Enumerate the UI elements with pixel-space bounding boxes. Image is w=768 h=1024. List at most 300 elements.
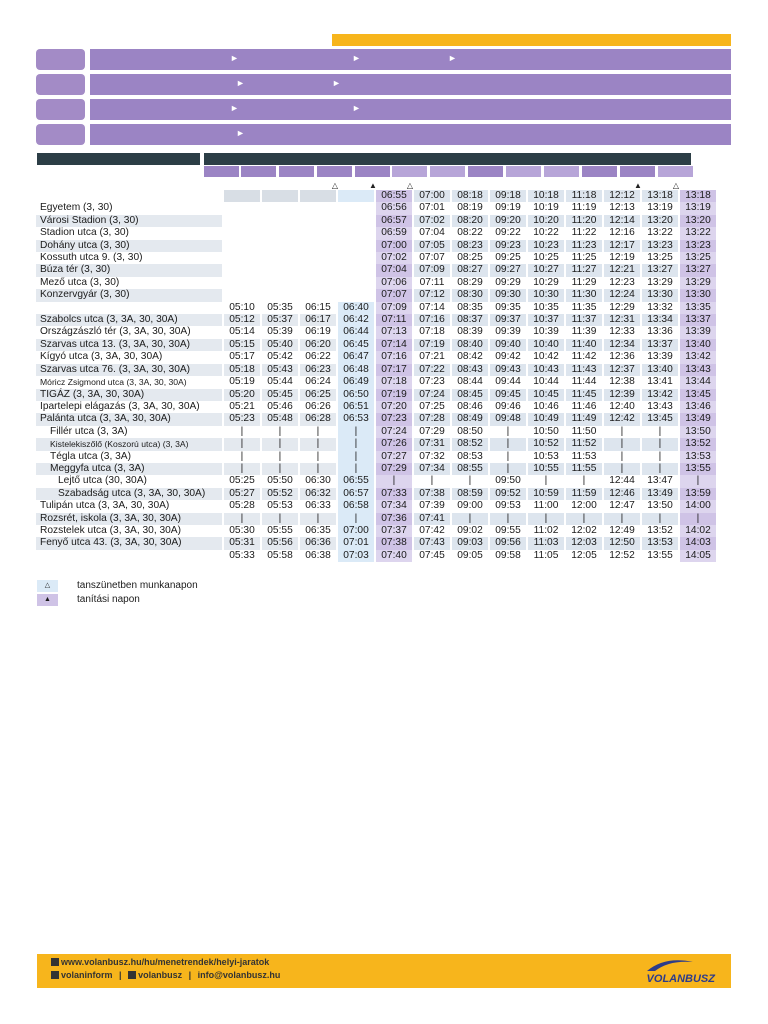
route-path-bar (90, 74, 731, 95)
departure-time: 12:39 (604, 389, 640, 401)
departure-time: | (642, 513, 678, 525)
departure-time: 06:51 (338, 401, 374, 413)
departure-time: 12:44 (609, 475, 635, 487)
departure-time: 05:19 (229, 376, 255, 388)
departure-time: 10:43 (528, 364, 564, 376)
departure-time: 13:19 (680, 202, 716, 214)
departure-time: 13:37 (680, 314, 716, 326)
departure-time: 07:02 (414, 215, 450, 227)
column-header-cell (317, 166, 352, 177)
departure-time: | (528, 513, 564, 525)
departure-time: 09:20 (490, 215, 526, 227)
departure-time: 13:50 (647, 500, 673, 512)
departure-time: 11:30 (566, 289, 602, 301)
departure-time: 13:45 (680, 389, 716, 401)
departure-time: 07:45 (419, 549, 445, 561)
departure-time: 11:45 (566, 389, 602, 401)
departure-time: 07:25 (419, 400, 445, 412)
departure-time: 06:47 (338, 351, 374, 363)
departure-time: 10:42 (533, 351, 559, 363)
departure-time: 13:34 (642, 314, 678, 326)
departure-time: | (490, 463, 526, 475)
departure-time: 09:50 (495, 475, 521, 487)
departure-time: 10:27 (528, 264, 564, 276)
route-path-bar (90, 124, 731, 145)
column-header-cell (582, 166, 617, 177)
departure-time: 09:56 (490, 537, 526, 549)
departure-time: 05:55 (267, 524, 293, 536)
logo-text: VOLANBUSZ (646, 973, 715, 985)
table-row (36, 550, 716, 562)
departure-time: 10:44 (533, 376, 559, 388)
departure-time: 05:50 (267, 475, 293, 487)
departure-time: 13:46 (680, 401, 716, 413)
departure-time: 13:25 (647, 252, 673, 264)
departure-time: 09:35 (495, 301, 521, 313)
departure-time: 05:37 (262, 314, 298, 326)
column-header-cell (506, 166, 541, 177)
departure-time: | (468, 475, 472, 487)
departure-time: 08:35 (457, 301, 483, 313)
footer-line-1 (51, 957, 269, 967)
departure-time: 11:27 (566, 264, 602, 276)
stop-name: Egyetem (3, 30) (40, 202, 113, 214)
departure-time: 09:40 (490, 339, 526, 351)
route-path-bar (90, 99, 731, 120)
departure-time: 13:52 (647, 524, 673, 536)
departure-time: 06:57 (376, 215, 412, 227)
departure-time: 06:26 (305, 400, 331, 412)
departure-time: 07:09 (414, 264, 450, 276)
departure-time (224, 202, 260, 214)
departure-time: 09:43 (490, 364, 526, 376)
departure-time: 08:59 (452, 488, 488, 500)
stop-name: Rozsrét, iskola (3, 3A, 30, 30A) (36, 513, 222, 525)
column-header-cell (430, 166, 465, 177)
separator: | (188, 970, 192, 980)
departure-time: 07:12 (414, 289, 450, 301)
departure-time: | (544, 475, 548, 487)
stop-name: Szabadság utca (3, 3A, 30, 30A) (36, 488, 222, 500)
departure-time: 07:38 (376, 537, 412, 549)
stop-name: Szarvas utca 76. (3, 3A, 30, 30A) (36, 364, 222, 376)
departure-time: 08:43 (452, 364, 488, 376)
departure-time: 13:29 (647, 276, 673, 288)
route-bar-4 (36, 124, 731, 145)
departure-time: 07:04 (376, 264, 412, 276)
departure-time: 08:52 (452, 438, 488, 450)
departure-time: 13:25 (680, 252, 716, 264)
departure-time: 12:37 (604, 364, 640, 376)
column-header-cell (279, 166, 314, 177)
departure-time: 08:37 (452, 314, 488, 326)
departure-time: 07:27 (376, 451, 412, 463)
departure-time: 05:30 (229, 524, 255, 536)
departure-time: 07:07 (419, 252, 445, 264)
departure-time: 13:39 (680, 326, 716, 338)
stop-name: Városi Stadion (3, 30) (36, 215, 222, 227)
departure-time: 13:55 (647, 549, 673, 561)
departure-time (338, 190, 374, 202)
column-header-cell (544, 166, 579, 177)
departure-time: 10:52 (528, 438, 564, 450)
departure-time: 09:52 (490, 488, 526, 500)
social-link-volanbusz[interactable]: volanbusz (138, 970, 183, 980)
departure-time: | (338, 438, 374, 450)
departure-time: 07:42 (419, 524, 445, 536)
departure-time: 13:22 (647, 227, 673, 239)
departure-time: | (680, 513, 716, 525)
table-row (36, 302, 716, 314)
departure-time: 07:03 (338, 550, 374, 562)
departure-time: 13:23 (642, 240, 678, 252)
departure-time (300, 252, 336, 264)
departure-time: | (506, 450, 510, 462)
stop-name: Szarvas utca 13. (3, 3A, 30, 30A) (36, 339, 222, 351)
departure-time: | (262, 438, 298, 450)
departure-time: | (338, 513, 374, 525)
departure-time: 05:48 (262, 413, 298, 425)
departure-time: 07:01 (338, 537, 374, 549)
column-header-cell (241, 166, 276, 177)
stop-name (36, 550, 222, 562)
departure-time: 13:30 (642, 289, 678, 301)
departure-time: | (620, 450, 624, 462)
footer-line-2 (51, 970, 280, 980)
website-link[interactable]: www.volanbusz.hu/hu/menetrendek/helyi-jaratok (61, 957, 270, 967)
departure-time: 10:19 (533, 202, 559, 214)
departure-time: | (300, 438, 336, 450)
departure-time: 14:03 (680, 537, 716, 549)
departure-time: | (262, 463, 298, 475)
departure-time: 11:03 (528, 537, 564, 549)
departure-time: 08:50 (457, 425, 483, 437)
departure-time: | (240, 450, 244, 462)
route-arrow-icon: ► (332, 78, 341, 88)
departure-time: 13:53 (642, 537, 678, 549)
departure-time (338, 252, 374, 264)
departure-time: 13:44 (680, 376, 716, 388)
column-header-cell (658, 166, 693, 177)
stop-name: Stadion utca (3, 30) (40, 227, 129, 239)
departure-time: 08:25 (457, 252, 483, 264)
departure-time: 08:49 (452, 413, 488, 425)
departure-time: 07:43 (414, 537, 450, 549)
departure-time (262, 289, 298, 301)
departure-time: 12:38 (609, 376, 635, 388)
departure-time: 06:33 (305, 500, 331, 512)
departure-time: 13:50 (680, 426, 716, 438)
departure-time: 07:19 (414, 339, 450, 351)
departure-time (224, 215, 260, 227)
day-type-marker: ▲ (634, 181, 642, 190)
departure-time: 05:45 (262, 389, 298, 401)
departure-time: 08:46 (457, 400, 483, 412)
stop-name: Kígyó utca (3, 3A, 30, 30A) (40, 351, 163, 363)
departure-time: | (300, 513, 336, 525)
departure-time: 10:23 (528, 240, 564, 252)
departure-time: 12:36 (609, 351, 635, 363)
departure-time (262, 264, 298, 276)
legend-swatch: △ (37, 580, 58, 592)
departure-time: | (338, 426, 374, 438)
departure-time: 07:07 (376, 289, 412, 301)
departure-time: 14:02 (680, 525, 716, 537)
departure-time: 08:29 (457, 276, 483, 288)
departure-time: 11:35 (571, 301, 597, 313)
departure-time: | (604, 438, 640, 450)
day-type-marker: △ (406, 181, 414, 190)
departure-time: 13:27 (680, 264, 716, 276)
departure-time: 11:02 (533, 524, 559, 536)
departure-time: 05:27 (224, 488, 260, 500)
departure-time: 06:53 (338, 413, 374, 425)
departure-time: 09:44 (495, 376, 521, 388)
departure-time: 07:13 (376, 326, 412, 338)
day-type-marker: △ (672, 181, 680, 190)
stop-name: Szabolcs utca (3, 3A, 30, 30A) (36, 314, 222, 326)
departure-time: 06:57 (338, 488, 374, 500)
departure-time: 13:27 (642, 264, 678, 276)
departure-time: 07:40 (376, 550, 412, 562)
departure-time: 11:23 (566, 240, 602, 252)
table-row (36, 463, 716, 475)
departure-time: | (430, 475, 434, 487)
departure-time: 08:42 (457, 351, 483, 363)
departure-time: 07:11 (376, 314, 412, 326)
departure-time: | (224, 513, 260, 525)
departure-time (224, 190, 260, 202)
departure-time: | (278, 450, 282, 462)
route-tag (36, 74, 85, 95)
stop-name: Móricz Zsigmond utca (3, 3A, 30, 30A) (40, 377, 187, 388)
departure-time: 07:16 (376, 351, 412, 363)
departure-time: | (316, 450, 320, 462)
top-accent-bar (332, 34, 731, 46)
departure-time: 12:52 (609, 549, 635, 561)
departure-time: 08:19 (457, 202, 483, 214)
departure-time: 10:46 (533, 400, 559, 412)
departure-time: 06:59 (376, 227, 412, 239)
departure-time: 05:14 (229, 326, 255, 338)
departure-time: 07:11 (419, 276, 445, 288)
departure-time: 10:55 (528, 463, 564, 475)
departure-time: 13:35 (680, 302, 716, 314)
departure-time: 13:32 (647, 301, 673, 313)
departure-time: 11:46 (571, 400, 597, 412)
stops-header (37, 153, 200, 165)
departure-time: 06:50 (338, 389, 374, 401)
departure-time: 08:27 (452, 264, 488, 276)
facebook-icon (128, 971, 136, 979)
timetable (34, 190, 718, 562)
departure-time: 10:37 (528, 314, 564, 326)
departure-time: 07:20 (376, 401, 412, 413)
departure-time: 11:19 (571, 202, 597, 214)
stop-name: Fenyő utca 43. (3, 3A, 30, 30A) (36, 537, 222, 549)
departure-time: | (680, 475, 716, 487)
departure-time: 07:04 (419, 227, 445, 239)
departure-time: 13:49 (680, 413, 716, 425)
departure-time: 05:46 (267, 400, 293, 412)
stop-name: Lejtő utca (30, 30A) (58, 475, 147, 487)
departure-time: 08:39 (457, 326, 483, 338)
route-arrow-icon: ► (236, 78, 245, 88)
departure-time: 13:45 (642, 413, 678, 425)
departure-time: 08:44 (457, 376, 483, 388)
departure-time: | (262, 513, 298, 525)
departure-time (262, 252, 298, 264)
departure-time: 05:28 (229, 500, 255, 512)
departure-time: 09:53 (495, 500, 521, 512)
departures-header (204, 153, 691, 165)
email-link[interactable]: info@volanbusz.hu (197, 970, 281, 980)
departure-time: 11:42 (571, 351, 597, 363)
departure-time (300, 289, 336, 301)
departure-time: | (566, 513, 602, 525)
departure-time: 07:00 (414, 190, 450, 202)
departure-time: 13:40 (680, 339, 716, 351)
departure-time: | (658, 450, 662, 462)
departure-time: | (620, 425, 624, 437)
departure-time: 06:55 (338, 475, 374, 487)
departure-time: 13:41 (647, 376, 673, 388)
departure-time: 08:55 (452, 463, 488, 475)
departure-time: | (240, 425, 244, 437)
departure-time: 06:30 (305, 475, 331, 487)
stop-name: Konzervgyár (3, 30) (36, 289, 222, 301)
departure-time: 11:20 (566, 215, 602, 227)
departure-time: 13:43 (680, 364, 716, 376)
table-row (36, 277, 716, 289)
departure-time (262, 215, 298, 227)
departure-time: 09:39 (495, 326, 521, 338)
departure-time: 11:22 (571, 227, 597, 239)
departure-time: 13:53 (680, 451, 716, 463)
departure-time: 11:52 (566, 438, 602, 450)
departure-time: 12:29 (609, 301, 635, 313)
departure-time: 06:25 (300, 389, 336, 401)
stop-name: Tulipán utca (3, 3A, 30, 30A) (40, 500, 170, 512)
departure-time: | (300, 463, 336, 475)
departure-time: 07:41 (414, 513, 450, 525)
table-row (36, 413, 716, 425)
departure-time: 12:50 (604, 537, 640, 549)
social-link-volaninform[interactable]: volaninform (61, 970, 113, 980)
departure-time: 07:05 (414, 240, 450, 252)
footer (37, 954, 731, 988)
departure-time: 07:09 (376, 302, 412, 314)
departure-time: 05:10 (229, 301, 255, 313)
departure-time: 05:17 (229, 351, 255, 363)
departure-time (224, 264, 260, 276)
table-row (36, 215, 716, 227)
departure-time: 10:39 (533, 326, 559, 338)
facebook-icon (51, 971, 59, 979)
departure-time: 12:47 (609, 500, 635, 512)
table-row (36, 227, 716, 239)
departure-time: | (338, 451, 374, 463)
departure-time: | (490, 513, 526, 525)
departure-time (224, 240, 260, 252)
departure-time: 08:40 (452, 339, 488, 351)
departure-time: 08:18 (452, 190, 488, 202)
departure-time: 12:31 (604, 314, 640, 326)
departure-time: 07:32 (419, 450, 445, 462)
departure-time: 10:18 (528, 190, 564, 202)
stop-name: Kistelekiszőlő (Koszorú utca) (3, 3A) (36, 438, 222, 450)
route-tag (36, 49, 85, 70)
departure-time: 07:00 (338, 525, 374, 537)
departure-time: 07:16 (414, 314, 450, 326)
departure-time: 13:20 (642, 215, 678, 227)
departure-time: 07:14 (376, 339, 412, 351)
departure-time: 13:52 (680, 438, 716, 450)
departure-time: 05:31 (224, 537, 260, 549)
departure-time: 12:42 (604, 413, 640, 425)
table-row (36, 451, 716, 463)
departure-time: 13:55 (680, 463, 716, 475)
table-row (36, 438, 716, 450)
table-row (36, 326, 716, 338)
departure-time: 06:20 (300, 339, 336, 351)
departure-time: 11:39 (571, 326, 597, 338)
departure-time: 07:00 (376, 240, 412, 252)
stop-name: Fillér utca (3, 3A) (50, 425, 128, 437)
departure-time: 12:13 (609, 202, 635, 214)
departure-time: 09:25 (495, 252, 521, 264)
stop-name: Kossuth utca 9. (3, 30) (40, 252, 143, 264)
departure-time (262, 277, 298, 289)
departure-time: 07:18 (376, 376, 412, 388)
departure-time: 10:30 (528, 289, 564, 301)
departure-time: 06:23 (300, 364, 336, 376)
table-row (36, 401, 716, 413)
departure-time: 08:30 (452, 289, 488, 301)
column-header-cell (355, 166, 390, 177)
departure-time: | (490, 438, 526, 450)
departure-time: 09:03 (452, 537, 488, 549)
departure-time: 12:05 (571, 549, 597, 561)
stop-name (36, 190, 222, 202)
stop-name: Meggyfa utca (3, 3A) (36, 463, 222, 475)
departure-time (262, 240, 298, 252)
departure-time: 05:21 (229, 400, 255, 412)
day-type-marker: △ (331, 181, 339, 190)
departure-time: 07:21 (419, 351, 445, 363)
table-row (36, 252, 716, 264)
departure-time: 06:36 (300, 537, 336, 549)
departure-time (300, 215, 336, 227)
departure-time: 12:46 (604, 488, 640, 500)
departure-time: 05:52 (262, 488, 298, 500)
column-header-cell (392, 166, 427, 177)
route-tag (36, 99, 85, 120)
departure-time: 06:15 (305, 301, 331, 313)
departure-time: 05:39 (267, 326, 293, 338)
departure-time: 12:16 (609, 227, 635, 239)
departure-time (338, 202, 374, 214)
departure-time: 11:00 (533, 500, 559, 512)
departure-time: 07:02 (376, 252, 412, 264)
departure-time: 10:49 (528, 413, 564, 425)
departure-time (224, 289, 260, 301)
departure-time: 13:43 (647, 400, 673, 412)
departure-time: 12:19 (609, 252, 635, 264)
departure-time (338, 227, 374, 239)
departure-time: 12:03 (566, 537, 602, 549)
table-row (36, 190, 716, 202)
